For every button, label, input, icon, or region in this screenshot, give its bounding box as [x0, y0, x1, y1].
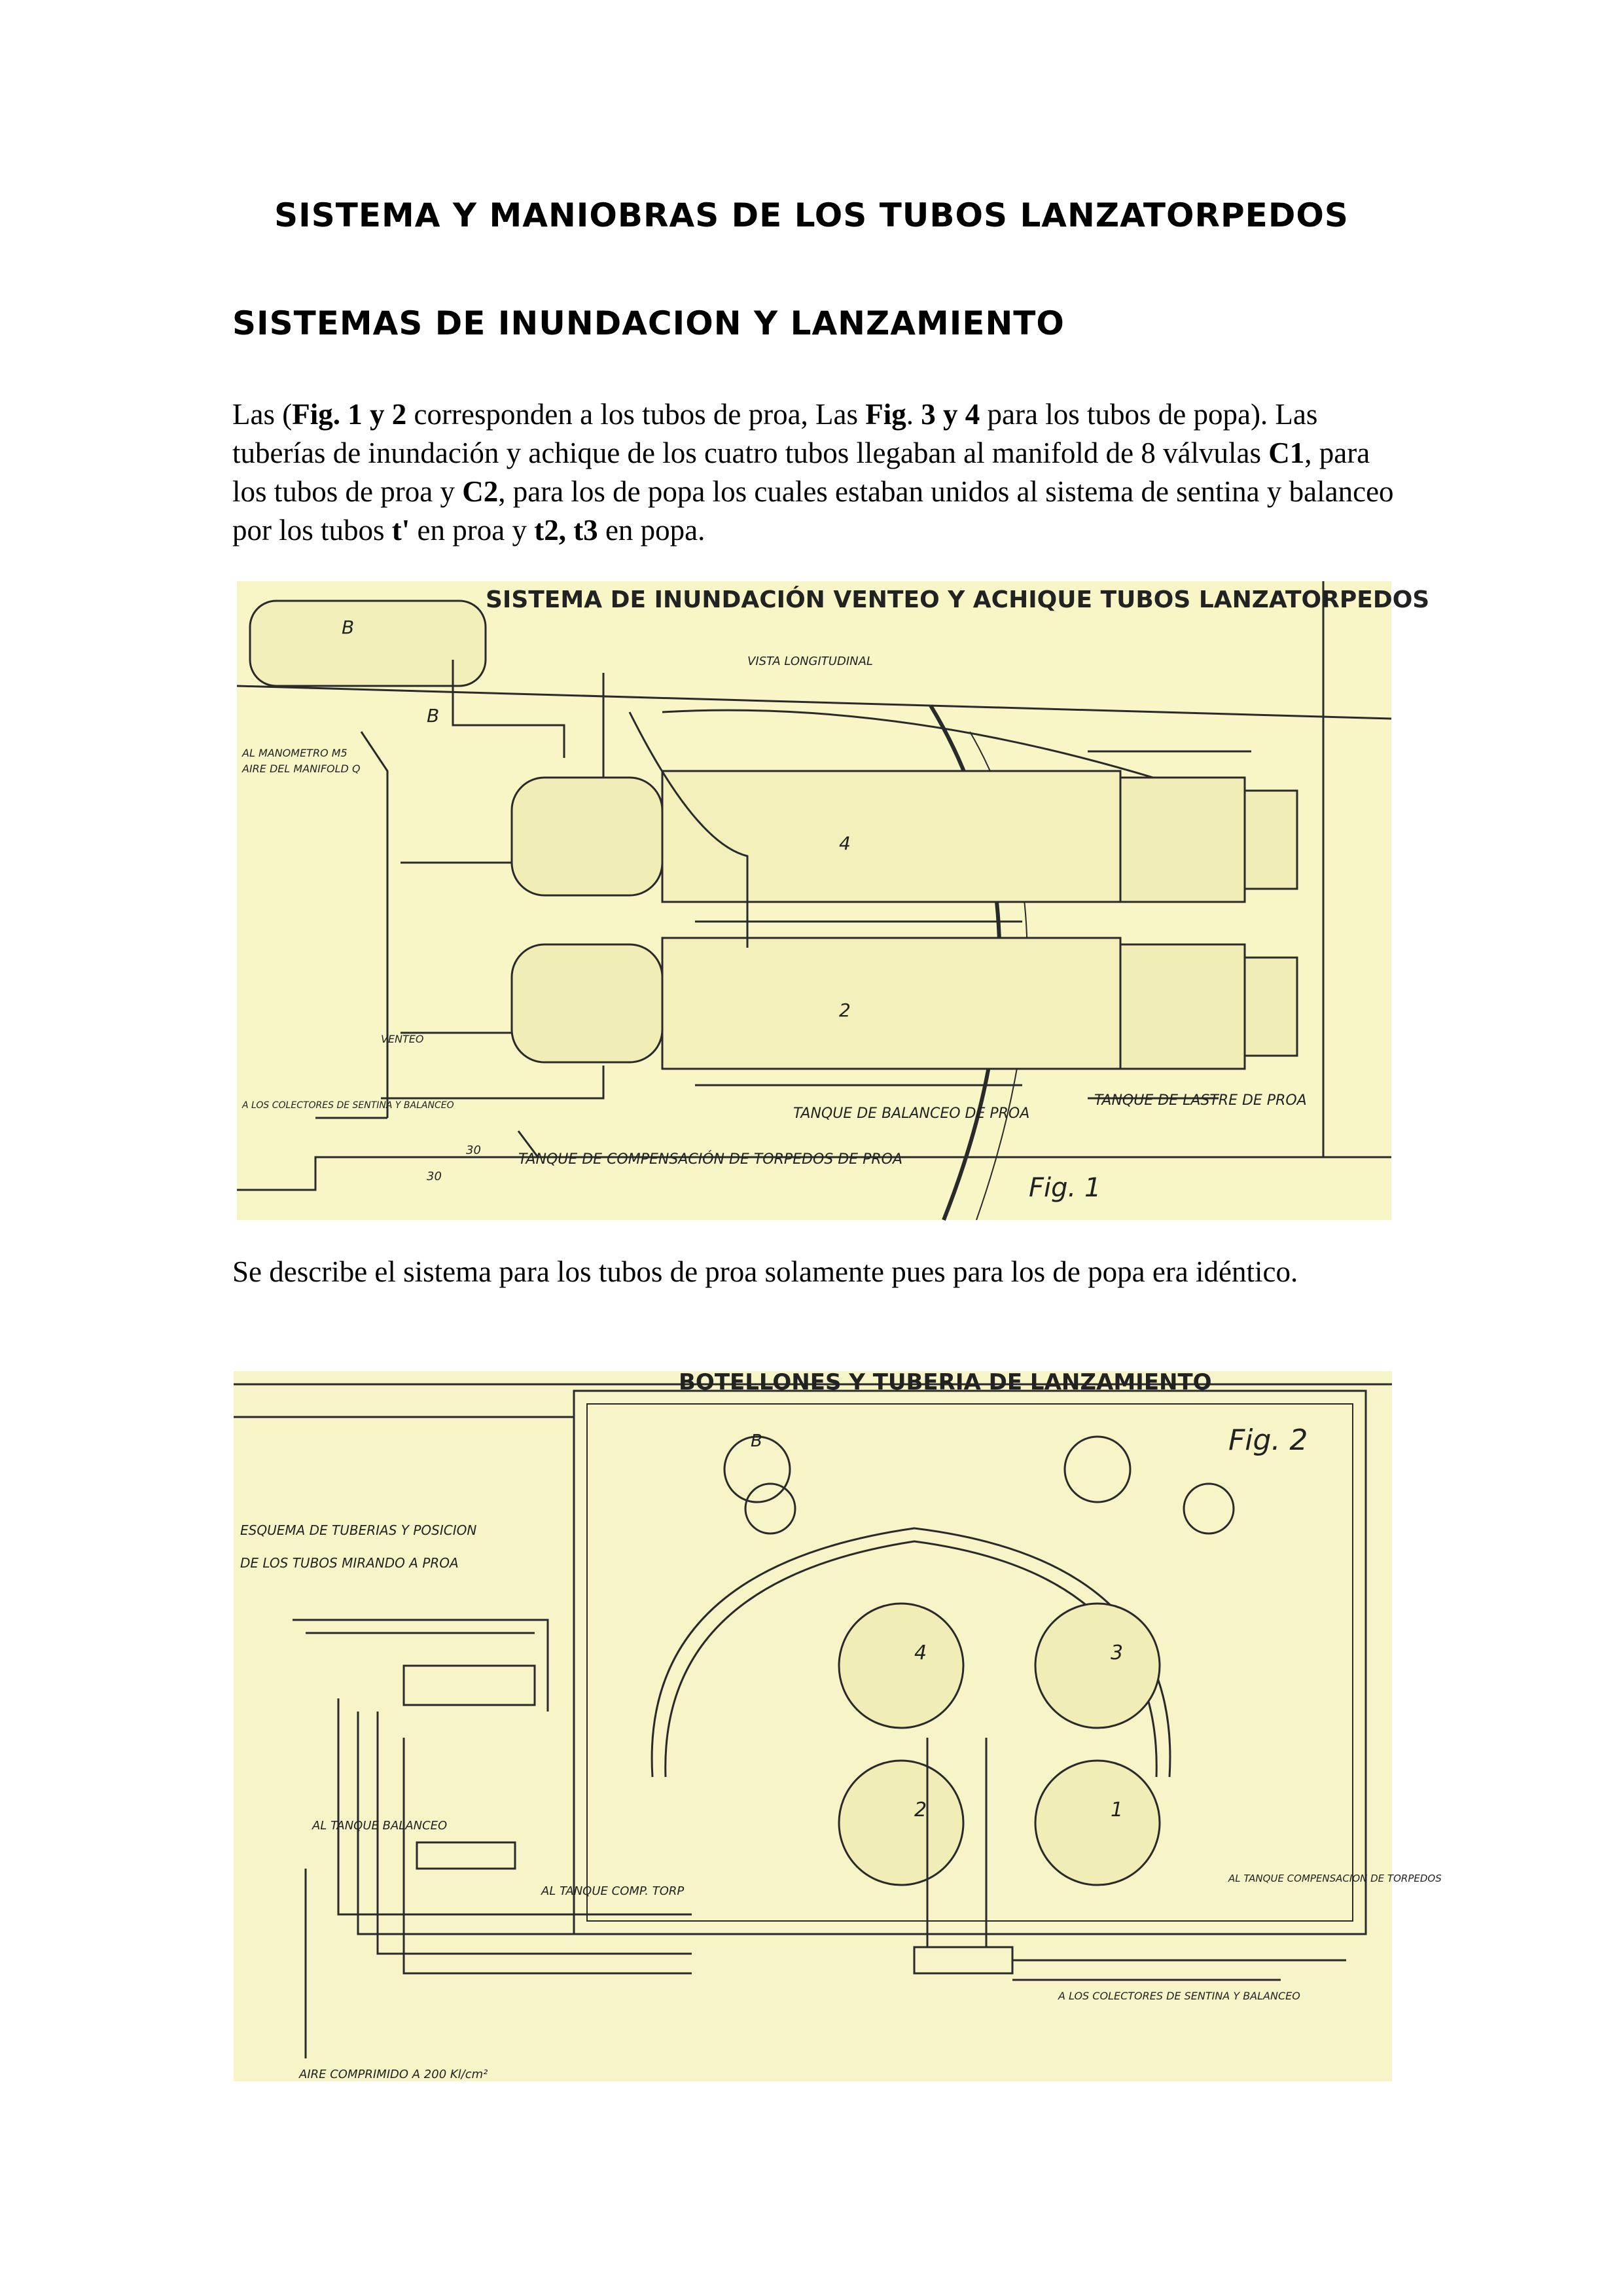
- balance-tank-label: TANQUE DE BALANCEO DE PROA: [793, 1105, 1030, 1122]
- tube-4-label: 4: [914, 1641, 927, 1664]
- intro-paragraph: Las (Fig. 1 y 2 corresponden a los tubos de proa, Las Fig. 3 y 4 para los tubos de popa). Las tuberías de inundación y achique de los cuatro tubos llegaban al manifold de 8 válvulas C1, para los tubos de proa y C2, para los de popa los cuales estaban unidos al sistema de sentina y balanceo por los tubos t' en proa y t2, t3 en popa.: [232, 398, 1394, 547]
- collectors-label: A LOS COLECTORES DE SENTINA Y BALANCEO: [1058, 1990, 1300, 2002]
- bottle-label: B: [751, 1431, 762, 1451]
- tube-2-label: 2: [839, 999, 851, 1021]
- figure-2-label: Fig. 2: [1228, 1424, 1308, 1457]
- figure-2-launch-diagram: [234, 1369, 1442, 2081]
- scheme-label-line1: ESQUEMA DE TUBERIAS Y POSICION: [240, 1522, 477, 1538]
- tube-2-label: 2: [914, 1799, 927, 1821]
- balance-tank-label: AL TANQUE BALANCEO: [312, 1819, 448, 1833]
- collectors-label: A LOS COLECTORES DE SENTINA Y BALANCEO: [242, 1100, 454, 1111]
- compensation-right-label: AL TANQUE COMPENSACION DE TORPEDOS: [1228, 1873, 1442, 1884]
- tube-1-label: 1: [1111, 1799, 1124, 1821]
- description-paragraph: Se describe el sistema para los tubos de proa solamente pues para los de popa era idéntico.: [232, 1255, 1298, 1288]
- compensation-tank-label: AL TANQUE COMP. TORP: [541, 1884, 685, 1898]
- tank-b-label: B: [342, 617, 355, 638]
- page-title: SISTEMA Y MANIOBRAS DE LOS TUBOS LANZATORPEDOS: [274, 196, 1349, 234]
- air-manifold-label: AIRE DEL MANIFOLD Q: [242, 762, 361, 775]
- number-30-b: 30: [427, 1170, 442, 1183]
- ballast-tank-label: TANQUE DE LASTRE DE PROA: [1094, 1092, 1307, 1109]
- manometer-label: AL MANOMETRO M5: [242, 747, 348, 759]
- tube-3-label: 3: [1111, 1641, 1124, 1664]
- b-label: B: [427, 705, 440, 726]
- figure-2-heading: BOTELLONES Y TUBERIA DE LANZAMIENTO: [679, 1369, 1212, 1395]
- figure-1-label: Fig. 1: [1029, 1173, 1101, 1203]
- figure-1-heading: SISTEMA DE INUNDACIÓN VENTEO Y ACHIQUE TUBOS LANZATORPEDOS: [486, 586, 1430, 613]
- compensation-tank-label: TANQUE DE COMPENSACIÓN DE TORPEDOS DE PROA: [518, 1151, 902, 1168]
- number-30-a: 30: [466, 1143, 481, 1157]
- section-heading: SISTEMAS DE INUNDACION Y LANZAMIENTO: [232, 304, 1065, 342]
- scheme-label-line2: DE LOS TUBOS MIRANDO A PROA: [240, 1555, 459, 1571]
- vent-label: VENTEO: [381, 1033, 424, 1045]
- tube-4-label: 4: [839, 833, 851, 854]
- figure-1-view-label: VISTA LONGITUDINAL: [747, 655, 873, 668]
- figure-1-flooding-diagram: [237, 581, 1430, 1220]
- compressed-air-label: AIRE COMPRIMIDO A 200 Kl/cm²: [299, 2068, 488, 2081]
